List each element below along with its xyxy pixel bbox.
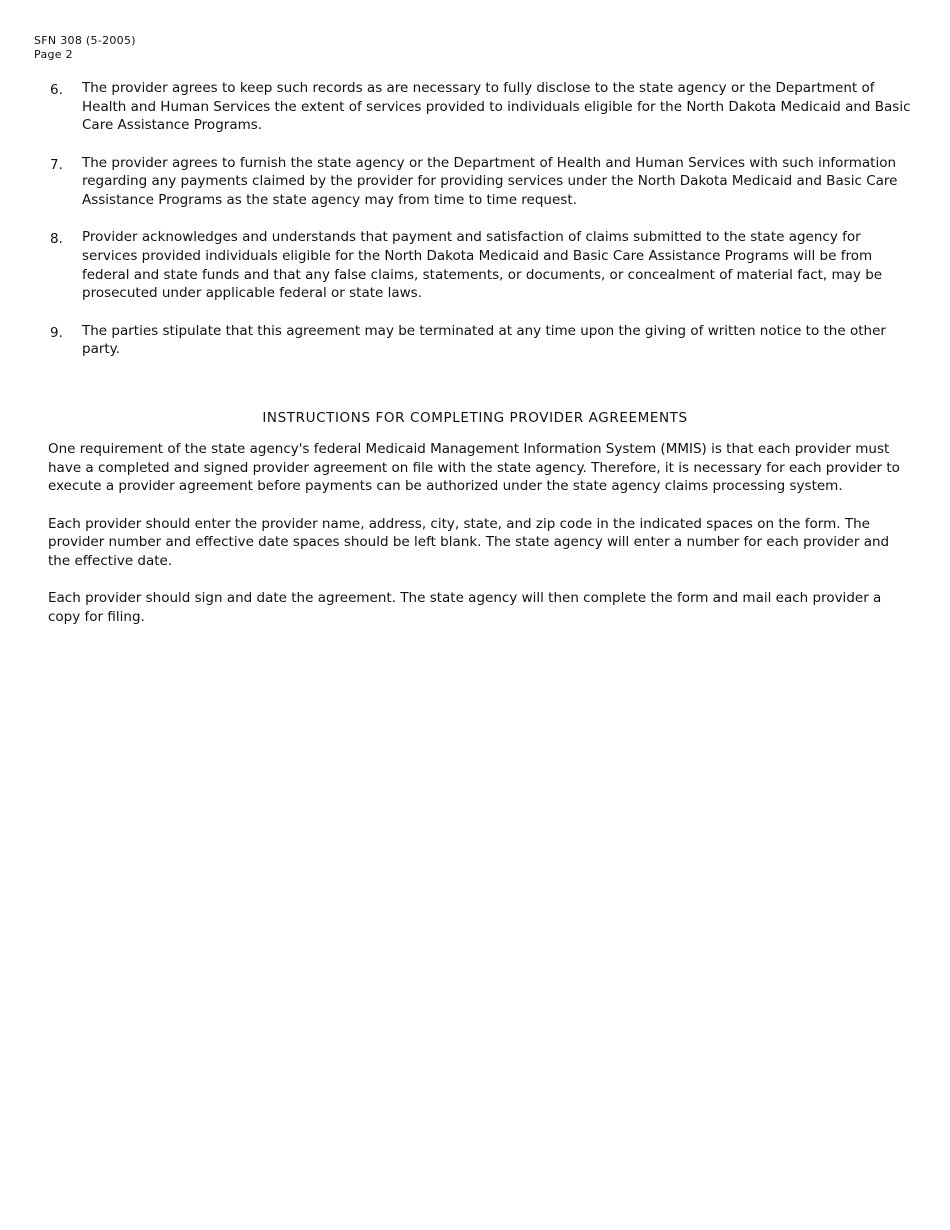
instructions-body — [48, 440, 910, 645]
clause-9 — [48, 322, 913, 359]
clause-6 — [48, 79, 913, 135]
clause-text: The parties stipulate that this agreement may be terminated at any time upon the giving of written notice to the other party. — [82, 322, 886, 358]
clause-number: 6. — [50, 82, 63, 98]
clause-text: Provider acknowledges and understands that payment and satisfaction of claims submitted to the state agency for services provided individuals eligible for the North Dakota Medicaid and Basic Care Assistance Programs will be from federal and state funds and that any false claims, statements, or documents, or concealment of material fact, may be prosecuted under applicable federal or state laws. — [82, 229, 883, 302]
agreement-clauses — [48, 79, 913, 377]
clause-number: 8. — [50, 231, 63, 248]
clause-7 — [48, 154, 913, 210]
clause-8 — [48, 228, 913, 303]
page-label: Page 2 — [34, 48, 73, 61]
form-number: SFN 308 (5-2005) — [34, 34, 136, 47]
instructions-paragraph: Each provider should enter the provider name, address, city, state, and zip code in the indicated spaces on the form. The provider number and effective date spaces should be left blank. The state agency will enter a number for each provider and the effective date. — [48, 515, 890, 570]
clause-number: 7. — [50, 156, 63, 173]
clause-text: The provider agrees to furnish the state agency or the Department of Health and Human Services with such information regarding any payments claimed by the provider for providing services under the North Dakota Medicaid and Basic Care Assistance Programs as the state agency may from time to time request. — [82, 154, 898, 209]
instructions-paragraph: Each provider should sign and date the agreement. The state agency will then complete the form and mail each provider a copy for filing. — [48, 590, 882, 625]
instructions-paragraph: One requirement of the state agency's federal Medicaid Management Information System (MMIS) is that each provider must have a completed and signed provider agreement on file with the state agency. Therefore, it is necessary for each provider to execute a provider agreement before payments can be authorized under the state agency claims processing system. — [48, 441, 900, 495]
instructions-heading: INSTRUCTIONS FOR COMPLETING PROVIDER AGREEMENTS — [262, 410, 688, 426]
clause-text: The provider agrees to keep such records as are necessary to fully disclose to the state agency or the Department of Health and Human Services the extent of services provided to individuals eligible for the North Dakota Medicaid and Basic Care Assistance Programs. — [82, 80, 911, 134]
clause-number: 9. — [50, 324, 63, 341]
form-identifier — [34, 34, 136, 62]
